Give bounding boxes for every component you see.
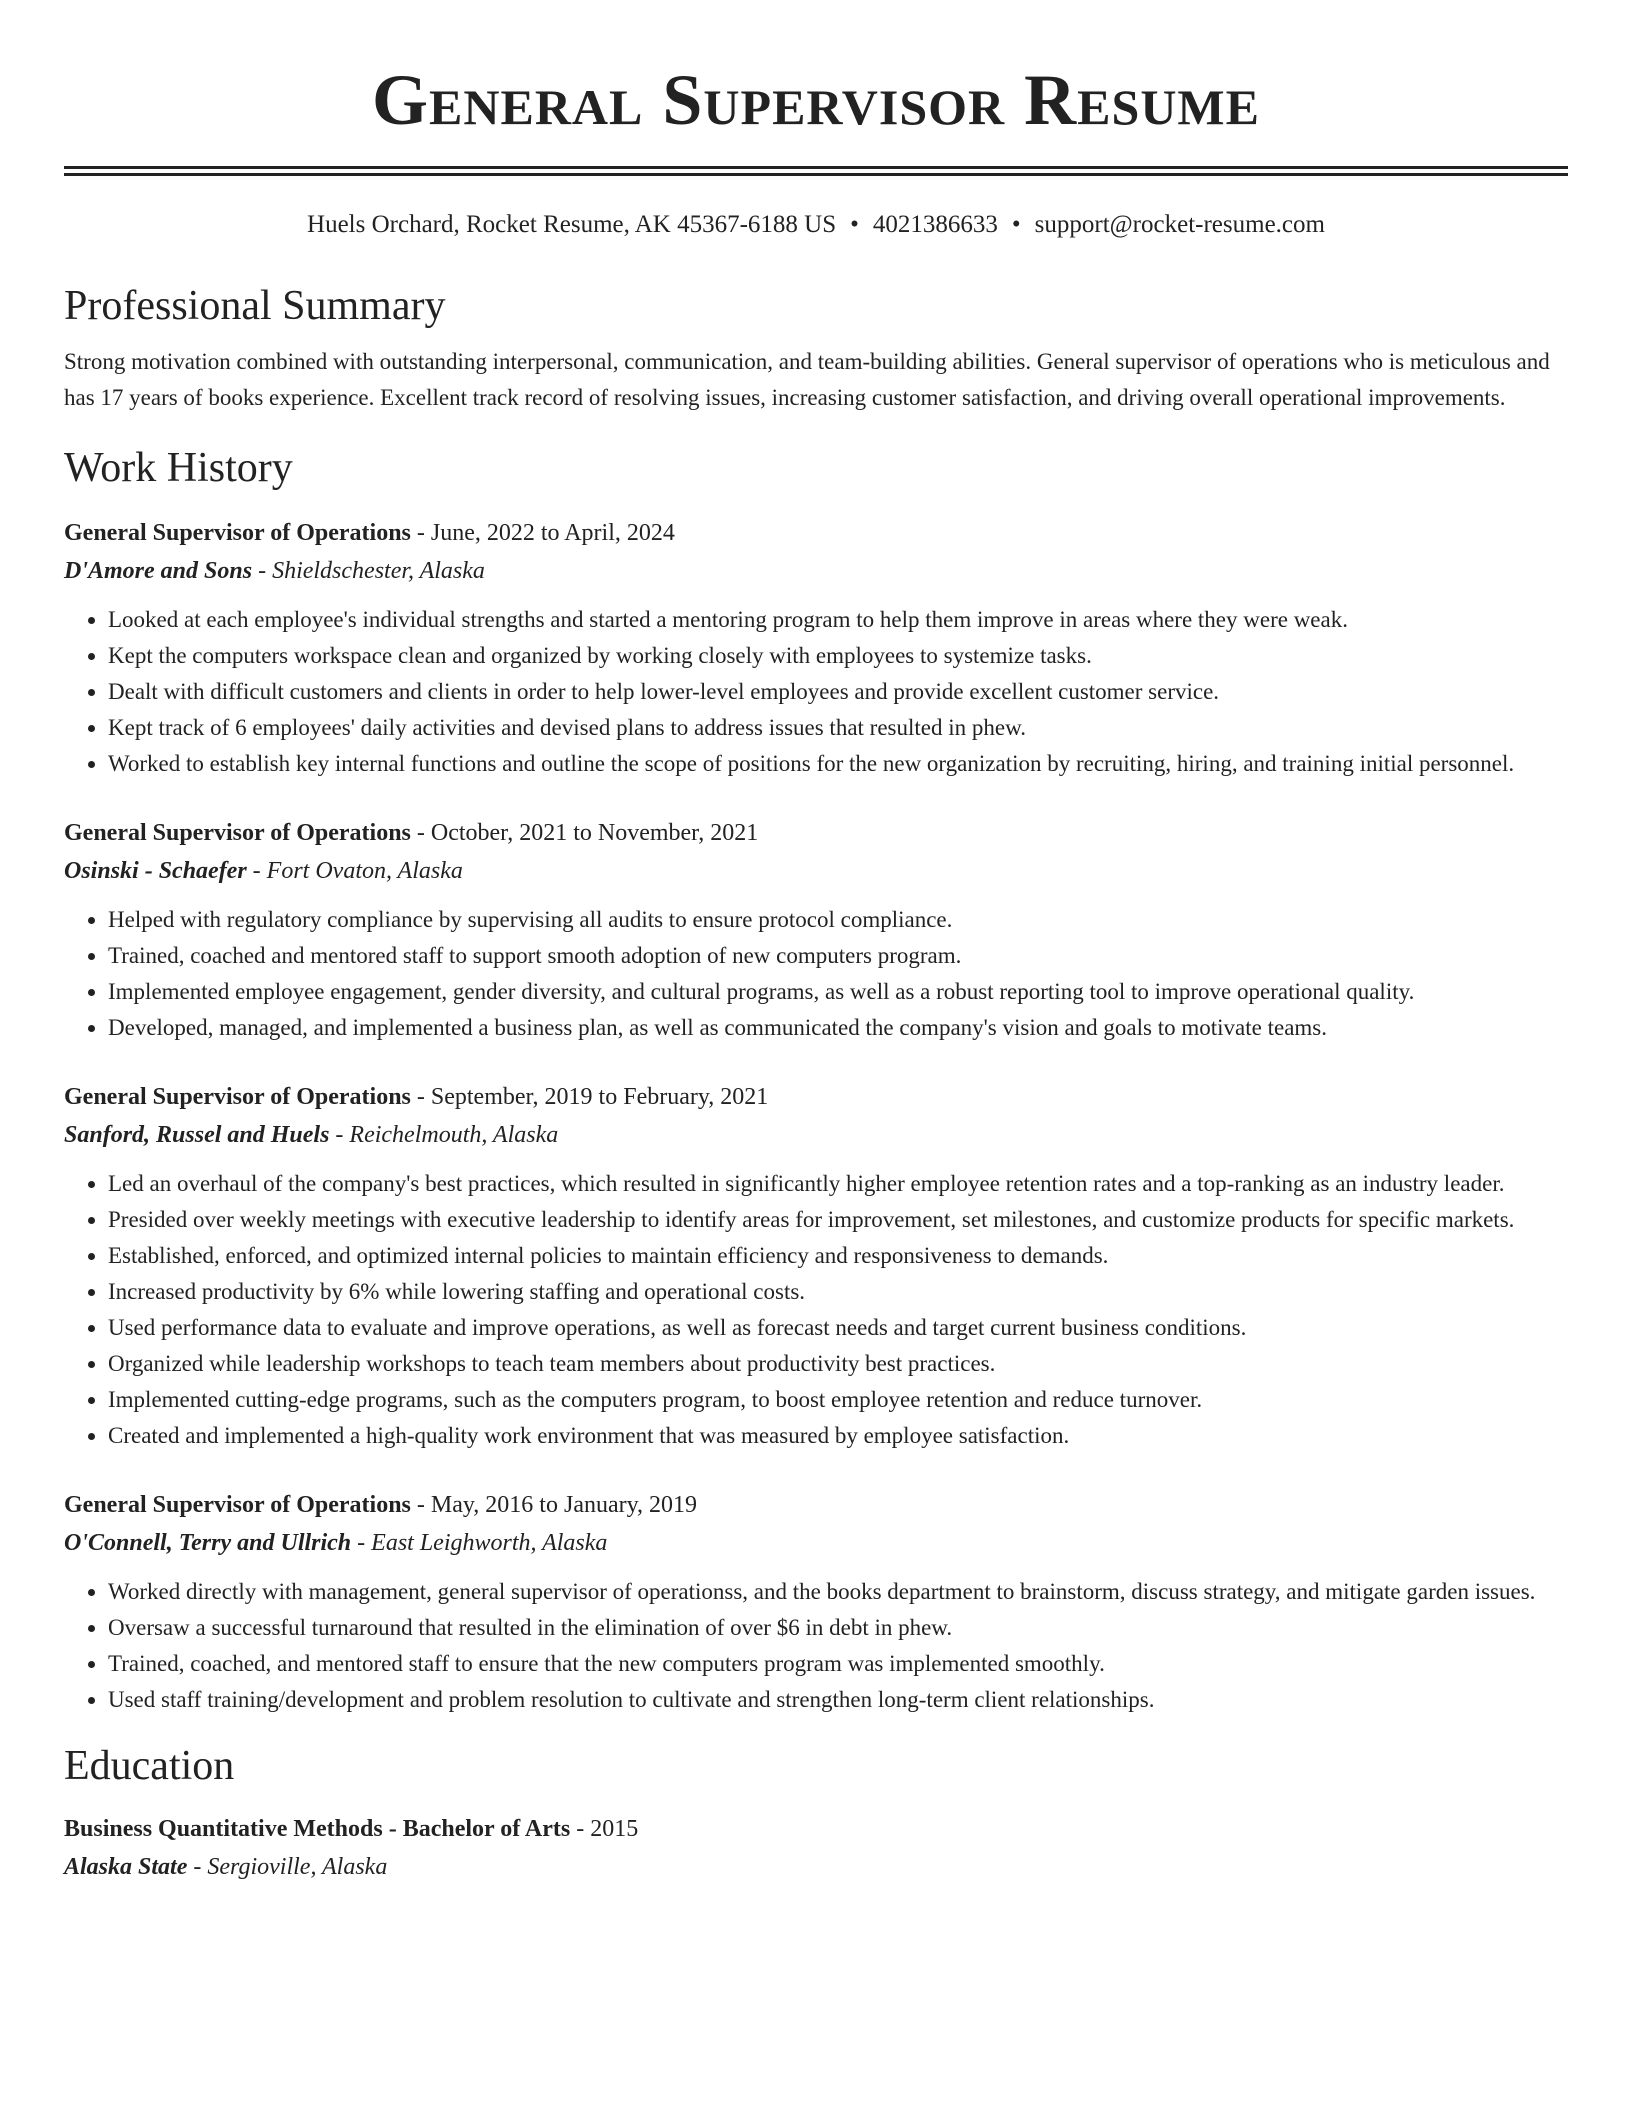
company-line: Sanford, Russel and Huels - Reichelmouth, Alaska (64, 1122, 559, 1148)
company-name: D'Amore and Sons (64, 558, 253, 584)
job-bullet-list (64, 1574, 1568, 1718)
job-entry (64, 1486, 1568, 1718)
job-title-line: General Supervisor of Operations - October, 2021 to November, 2021 (64, 820, 759, 846)
job-bullet: • Established, enforced, and optimized internal policies to maintain efficiency and responsiveness to demands. (108, 1238, 1568, 1274)
contact-phone: 4021386633 (872, 211, 998, 238)
job-bullet: • Implemented cutting-edge programs, such as the computers program, to boost employee retention and reduce turnover. (108, 1382, 1568, 1418)
company-line: O'Connell, Terry and Ullrich - East Leighworth, Alaska (64, 1530, 608, 1556)
degree-name: Business Quantitative Methods - Bachelor of Arts (64, 1816, 571, 1842)
job-bullet: • Developed, managed, and implemented a business plan, as well as communicated the company's vision and goals to motivate teams. (108, 1010, 1568, 1046)
degree-line: Business Quantitative Methods - Bachelor of Arts - 2015 (64, 1816, 639, 1842)
contact-separator: • (850, 211, 859, 238)
job-bullet: • Helped with regulatory compliance by supervising all audits to ensure protocol compliance. (108, 902, 1568, 938)
company-name: O'Connell, Terry and Ullrich (64, 1530, 352, 1556)
job-bullet: • Worked to establish key internal functions and outline the scope of positions for the new organization by recruiting, hiring, and training initial personnel. (108, 746, 1568, 782)
job-title: General Supervisor of Operations (64, 1492, 411, 1518)
job-bullet: • Oversaw a successful turnaround that resulted in the elimination of over $6 in debt in phew. (108, 1610, 1568, 1646)
company-line: Osinski - Schaefer - Fort Ovaton, Alaska (64, 858, 463, 884)
job-bullet: • Used staff training/development and problem resolution to cultivate and strengthen long-term client relationships. (108, 1682, 1568, 1718)
company-name: Osinski - Schaefer (64, 858, 247, 884)
school-location: Sergioville, Alaska (207, 1854, 388, 1880)
job-bullet: • Used performance data to evaluate and improve operations, as well as forecast needs and target current business conditions. (108, 1310, 1568, 1346)
job-bullet: • Increased productivity by 6% while lowering staffing and operational costs. (108, 1274, 1568, 1310)
job-bullet: • Worked directly with management, general supervisor of operationss, and the books department to brainstorm, discuss strategy, and mitigate garden issues. (108, 1574, 1568, 1610)
work-history-heading: Work History (64, 445, 293, 491)
job-title: General Supervisor of Operations (64, 820, 411, 846)
contact-address: Huels Orchard, Rocket Resume, AK 45367-6188 US (307, 211, 837, 238)
job-entry (64, 1078, 1568, 1454)
school-line: Alaska State - Sergioville, Alaska (64, 1854, 388, 1880)
job-bullet-list (64, 602, 1568, 782)
degree-year: 2015 (590, 1816, 639, 1842)
company-location: Shieldschester, Alaska (272, 558, 485, 584)
job-bullet: • Dealt with difficult customers and clients in order to help lower-level employees and provide excellent customer service. (108, 674, 1568, 710)
job-title-line: General Supervisor of Operations - June, 2022 to April, 2024 (64, 520, 675, 546)
job-entry (64, 814, 1568, 1046)
education-entry (64, 1810, 1568, 1886)
education-list (64, 1810, 1568, 1886)
company-line: D'Amore and Sons - Shieldschester, Alaska (64, 558, 485, 584)
job-bullet: • Trained, coached and mentored staff to support smooth adoption of new computers program. (108, 938, 1568, 974)
title-divider (64, 166, 1568, 176)
summary-text: Strong motivation combined with outstanding interpersonal, communication, and team-building abilities. General supervisor of operations who is meticulous and has 17 years of books experience. Excellent track record of resolving issues, increasing customer satisfaction, and driving overall operational improvements. (64, 349, 1550, 410)
company-location: East Leighworth, Alaska (371, 1530, 608, 1556)
work-history-list (64, 514, 1568, 1718)
education-heading: Education (64, 1743, 235, 1789)
job-dates: September, 2019 to February, 2021 (430, 1084, 769, 1110)
job-bullet: • Kept track of 6 employees' daily activities and devised plans to address issues that resulted in phew. (108, 710, 1568, 746)
job-bullet-list (64, 902, 1568, 1046)
job-bullet: • Led an overhaul of the company's best practices, which resulted in significantly higher employee retention rates and a top-ranking as an industry leader. (108, 1166, 1568, 1202)
job-dates: June, 2022 to April, 2024 (430, 520, 675, 546)
job-bullet: • Kept the computers workspace clean and organized by working closely with employees to systemize tasks. (108, 638, 1568, 674)
summary-heading: Professional Summary (64, 283, 446, 329)
company-name: Sanford, Russel and Huels (64, 1122, 330, 1148)
contact-separator: • (1011, 211, 1021, 238)
job-bullet: • Trained, coached, and mentored staff to ensure that the new computers program was implemented smoothly. (108, 1646, 1568, 1682)
job-dates: May, 2016 to January, 2019 (430, 1492, 698, 1518)
school-name: Alaska State (64, 1854, 188, 1880)
job-bullet-list (64, 1166, 1568, 1454)
contact-line (64, 208, 1568, 242)
contact-email: support@rocket-resume.com (1034, 211, 1325, 238)
job-title-line: General Supervisor of Operations - September, 2019 to February, 2021 (64, 1084, 769, 1110)
job-title: General Supervisor of Operations (64, 520, 411, 546)
job-bullet: • Looked at each employee's individual strengths and started a mentoring program to help them improve in areas where they were weak. (108, 602, 1568, 638)
job-entry (64, 514, 1568, 782)
job-bullet: • Presided over weekly meetings with executive leadership to identify areas for improvement, set milestones, and customize products for specific markets. (108, 1202, 1568, 1238)
job-bullet: • Organized while leadership workshops to teach team members about productivity best practices. (108, 1346, 1568, 1382)
job-title: General Supervisor of Operations (64, 1084, 411, 1110)
company-location: Fort Ovaton, Alaska (266, 858, 463, 884)
job-dates: October, 2021 to November, 2021 (430, 820, 759, 846)
company-location: Reichelmouth, Alaska (349, 1122, 559, 1148)
job-title-line: General Supervisor of Operations - May, 2016 to January, 2019 (64, 1492, 698, 1518)
job-bullet: • Created and implemented a high-quality work environment that was measured by employee satisfaction. (108, 1418, 1568, 1454)
job-bullet: • Implemented employee engagement, gender diversity, and cultural programs, as well as a robust reporting tool to improve operational quality. (108, 974, 1568, 1010)
resume-title: General Supervisor Resume (372, 60, 1260, 140)
